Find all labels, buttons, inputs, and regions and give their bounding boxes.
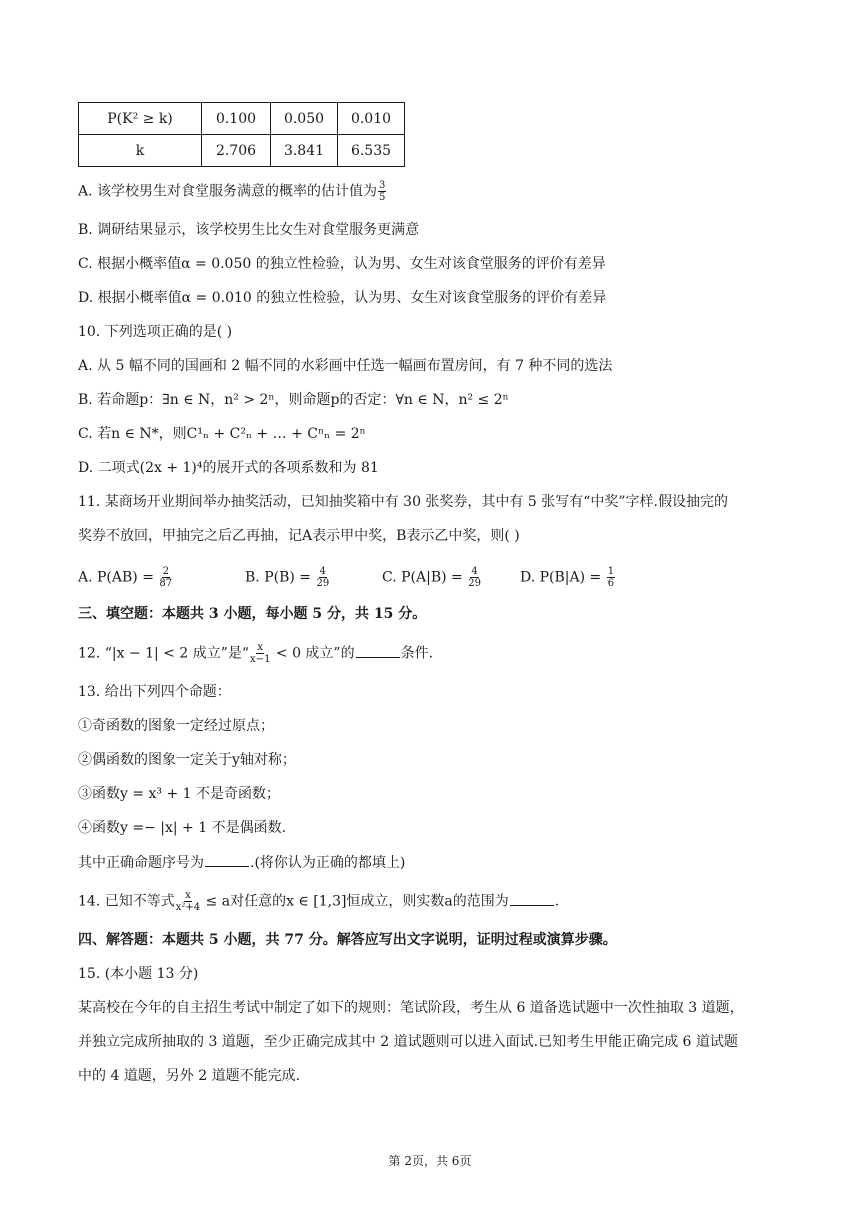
- numerator: 1: [607, 566, 615, 577]
- fraction: [176, 890, 200, 913]
- q15-text-line3: 中的 4 道题，另外 2 道题不能完成.: [78, 1068, 301, 1084]
- q11-option-d: [520, 566, 616, 589]
- q9-option-a: [78, 180, 387, 203]
- q13-text: 其中正确命题序号为: [78, 855, 204, 871]
- q13-item-3: ③函数y = x³ + 1 不是奇函数；: [78, 786, 281, 802]
- table-cell: 0.100: [202, 103, 271, 135]
- q11-option-c: [382, 566, 482, 589]
- q10-option-d: D. 二项式(2x + 1)⁴的展开式的各项系数和为 81: [78, 460, 379, 476]
- q15-heading: 15. (本小题 13 分): [78, 966, 199, 982]
- table-cell: P(K² ≥ k): [79, 103, 202, 135]
- critical-value-table: [78, 102, 405, 167]
- section-3-heading: 三、填空题：本题共 3 小题，每小题 5 分，共 15 分。: [78, 606, 427, 622]
- numerator: x: [185, 890, 191, 901]
- fraction: [607, 566, 615, 589]
- q12-text: < 0 成立”的: [271, 645, 355, 662]
- answer-blank: [510, 891, 554, 906]
- numerator: 4: [471, 566, 478, 577]
- q12-text: 条件.: [400, 645, 434, 662]
- q11-option-a: [78, 566, 173, 589]
- denominator: x−1: [250, 654, 271, 665]
- option-text: C. P(A|B) =: [382, 569, 468, 586]
- q9-option-b: B. 调研结果显示，该学校男生比女生对食堂服务更满意: [78, 222, 420, 238]
- fraction: [316, 566, 329, 589]
- q14-text: ≤ a对任意的x ∈ [1,3]恒成立，则实数a的范围为: [201, 893, 509, 910]
- q12-text: 12. “|x − 1| < 2 成立”是“: [78, 645, 250, 662]
- q11-stem-line2: 奖券不放回，甲抽完之后乙再抽，记A表示甲中奖，B表示乙中奖，则( ): [78, 528, 520, 544]
- option-text: A. 该学校男生对食堂服务满意的概率的估计值为: [78, 183, 378, 200]
- option-text: D. P(B|A) =: [520, 569, 606, 586]
- q10-option-a: A. 从 5 幅不同的国画和 2 幅不同的水彩画中任选一幅画布置房间，有 7 种不同的选法: [78, 358, 613, 374]
- denominator: x²+4: [175, 902, 201, 913]
- fraction: [378, 180, 386, 203]
- numerator: 4: [319, 566, 326, 577]
- q13-text: .(将你认为正确的都填上): [250, 855, 406, 871]
- table-row: [79, 103, 405, 135]
- q9-option-d: D. 根据小概率值α = 0.010 的独立性检验，认为男、女生对该食堂服务的评价有差异: [78, 290, 607, 306]
- denominator: 29: [316, 578, 330, 589]
- table-cell: 3.841: [271, 135, 338, 167]
- q10-option-c: C. 若n ∈ N*，则C¹ₙ + C²ₙ + … + Cⁿₙ = 2ⁿ: [78, 426, 366, 442]
- q11-option-b: [245, 566, 330, 589]
- page-footer: 第 2页，共 6页: [388, 1154, 472, 1168]
- table-row: [79, 135, 405, 167]
- numerator: 2: [162, 566, 169, 577]
- q13-tail: [78, 852, 405, 873]
- q13-item-4: ④函数y =− |x| + 1 不是偶函数.: [78, 820, 287, 836]
- table-cell: 2.706: [202, 135, 271, 167]
- fraction: [250, 642, 270, 665]
- denominator: 5: [379, 192, 386, 203]
- q12: [78, 642, 433, 665]
- q14-text: .: [554, 893, 560, 910]
- answer-blank: [205, 852, 249, 867]
- fraction: [159, 566, 172, 589]
- denominator: 29: [468, 578, 481, 589]
- q13-stem: 13. 给出下列四个命题：: [78, 684, 231, 700]
- fraction: [468, 566, 481, 589]
- numerator: 3: [379, 180, 386, 191]
- q13-item-2: ②偶函数的图象一定关于y轴对称；: [78, 752, 296, 768]
- q14-text: 14. 已知不等式: [78, 893, 175, 910]
- q13-item-1: ①奇函数的图象一定经过原点；: [78, 718, 274, 734]
- option-text: A. P(AB) =: [78, 569, 159, 586]
- q14: [78, 890, 559, 913]
- numerator: x: [257, 642, 264, 653]
- q9-option-c: C. 根据小概率值α = 0.050 的独立性检验，认为男、女生对该食堂服务的评价有差异: [78, 256, 606, 272]
- q15-text-line1: 某高校在今年的自主招生考试中制定了如下的规则：笔试阶段，考生从 6 道备选试题中一次性抽取 3 道题，: [78, 1000, 744, 1016]
- table-cell: k: [79, 135, 202, 167]
- table-cell: 0.010: [338, 103, 405, 135]
- option-text: B. P(B) =: [245, 569, 316, 586]
- denominator: 6: [607, 578, 615, 589]
- q15-text-line2: 并独立完成所抽取的 3 道题，至少正确完成其中 2 道试题则可以进入面试.已知考生甲能正确完成 6 道试题: [78, 1034, 738, 1050]
- q10-option-b: B. 若命题p：∃n ∈ N，n² > 2ⁿ，则命题p的否定：∀n ∈ N，n² ≤ 2ⁿ: [78, 392, 509, 408]
- q11-stem-line1: 11. 某商场开业期间举办抽奖活动，已知抽奖箱中有 30 张奖券，其中有 5 张写有“中奖”字样.假设抽完的: [78, 494, 728, 510]
- denominator: 87: [159, 578, 173, 589]
- q10-stem: 10. 下列选项正确的是( ): [78, 324, 233, 340]
- answer-blank: [356, 643, 400, 658]
- section-4-heading: 四、解答题：本题共 5 小题，共 77 分。解答应写出文字说明，证明过程或演算步骤。: [78, 932, 617, 948]
- table-cell: 0.050: [271, 103, 338, 135]
- table-cell: 6.535: [338, 135, 405, 167]
